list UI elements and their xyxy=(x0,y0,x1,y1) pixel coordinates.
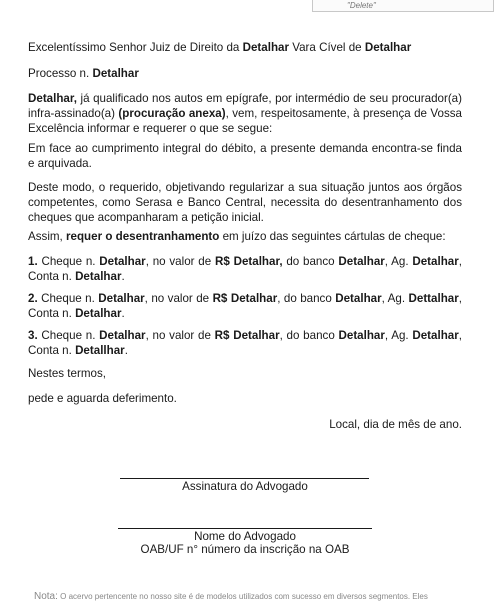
cheque-text: , Conta n. xyxy=(28,292,462,320)
intro-text-1: já qualificado nos autos em epígrafe, por intermédio de seu procurador(a) infra-assinado(a) xyxy=(28,92,462,120)
lawyer-name-line xyxy=(118,528,372,529)
intro-proxy: (procuração anexa) xyxy=(118,107,226,120)
cheque-amount: R$ Detalhar, xyxy=(214,255,283,268)
cheque-account: Detalhar xyxy=(75,307,122,320)
salutation-text: Excelentíssimo Senhor Juiz de Direito da xyxy=(28,41,243,54)
cheque-account: Detallhar xyxy=(75,344,125,357)
cheque-text: , Ag. xyxy=(384,255,413,268)
cheque-text: Cheque n. xyxy=(37,255,100,268)
cheque-item xyxy=(28,291,462,321)
footnote-label: Nota: xyxy=(34,591,58,602)
cheque-amount: R$ Detalhar xyxy=(214,329,280,342)
cheque-number: 2. xyxy=(28,292,38,305)
request-bold: requer o desentranhamento xyxy=(66,230,220,243)
intro-text-2: , vem, respeitosamente, à presença de Vossa Excelência informar e requerer o que se segue: xyxy=(28,107,463,135)
cheque-text: , no valor de xyxy=(145,329,215,342)
cheque-amount: R$ Detalhar xyxy=(212,292,278,305)
process-label: Processo n. xyxy=(28,67,93,80)
cheque-text: , do banco xyxy=(277,292,336,305)
lawyer-signature-label: Assinatura do Advogado xyxy=(182,480,308,493)
cheque-text: . xyxy=(121,307,125,320)
cheque-item xyxy=(28,328,462,358)
paragraph-debt-fulfilled xyxy=(28,141,462,171)
cheque-text: . xyxy=(124,344,128,357)
cheque-text: , Conta n. xyxy=(28,255,462,283)
cheque-account: Detalhar xyxy=(75,270,122,283)
top-note xyxy=(312,0,494,12)
salutation-court-number: Detalhar xyxy=(242,41,289,54)
closing-request: pede e aguarda deferimento. xyxy=(28,392,177,405)
intro-paragraph xyxy=(28,91,462,136)
closing-terms: Nestes termos, xyxy=(28,367,106,380)
paragraph-2-text: Deste modo, o requerido, objetivando regularizar a sua situação juntos aos órgãos competentes, como Serasa e Banco Central, necessita do desentranhamento dos cheques que acompanharam a petição inicial. xyxy=(28,181,462,224)
cheque-number: 3. xyxy=(28,329,38,342)
cheque-id: Detalhar xyxy=(99,329,146,342)
footnote-text: O acervo pertencente no nosso site é de modelos utilizados com sucesso em diversos segmentos. Eles xyxy=(57,592,428,601)
lawyer-name: Nome do Advogado xyxy=(194,530,296,543)
process-value: Detalhar xyxy=(92,67,139,80)
cheque-text: , no valor de xyxy=(144,292,213,305)
oab-registration: OAB/UF n° número da inscrição na OAB xyxy=(140,543,350,556)
cheque-text: , Ag. xyxy=(384,329,413,342)
place-date: Local, dia de mês de ano. xyxy=(329,418,462,431)
cheque-text: . xyxy=(121,270,125,283)
cheque-bank: Detalhar xyxy=(335,292,382,305)
cheque-agency: Detalhar xyxy=(412,255,459,268)
cheque-text: do banco xyxy=(282,255,339,268)
cheque-text: , do banco xyxy=(279,329,339,342)
cheque-text: , Conta n. xyxy=(28,329,462,357)
cheque-number: 1. xyxy=(28,255,38,268)
lawyer-signature-line xyxy=(120,478,369,479)
salutation-city: Detalhar xyxy=(364,41,412,54)
paragraph-regularization xyxy=(28,180,462,225)
cheque-bank: Detalhar xyxy=(338,329,385,342)
intro-party: Detalhar, xyxy=(28,92,77,105)
cheque-bank: Detalhar xyxy=(338,255,385,268)
paragraph-1-text: Em face ao cumprimento integral do débito, a presente demanda encontra-se finda e arquivada. xyxy=(28,142,462,170)
request-text-2: em juízo das seguintes cártulas de cheque: xyxy=(219,230,446,243)
salutation xyxy=(28,40,462,55)
cheque-id: Detalhar xyxy=(99,255,146,268)
cheque-id: Detalhar xyxy=(98,292,145,305)
salutation-text-mid: Vara Cível de xyxy=(289,41,365,54)
top-note-text: "Delete" xyxy=(347,1,376,10)
request-text-1: Assim, xyxy=(28,230,67,243)
cheque-agency: Dettalhar xyxy=(408,292,459,305)
request-paragraph xyxy=(28,229,462,244)
cheque-agency: Detalhar xyxy=(412,329,459,342)
cheque-item xyxy=(28,254,462,284)
cheque-text: Cheque n. xyxy=(37,329,100,342)
cheque-text: Cheque n. xyxy=(37,292,99,305)
footnote xyxy=(34,591,474,603)
process-number xyxy=(28,66,462,81)
cheque-text: , no valor de xyxy=(145,255,215,268)
cheque-text: , Ag. xyxy=(381,292,409,305)
